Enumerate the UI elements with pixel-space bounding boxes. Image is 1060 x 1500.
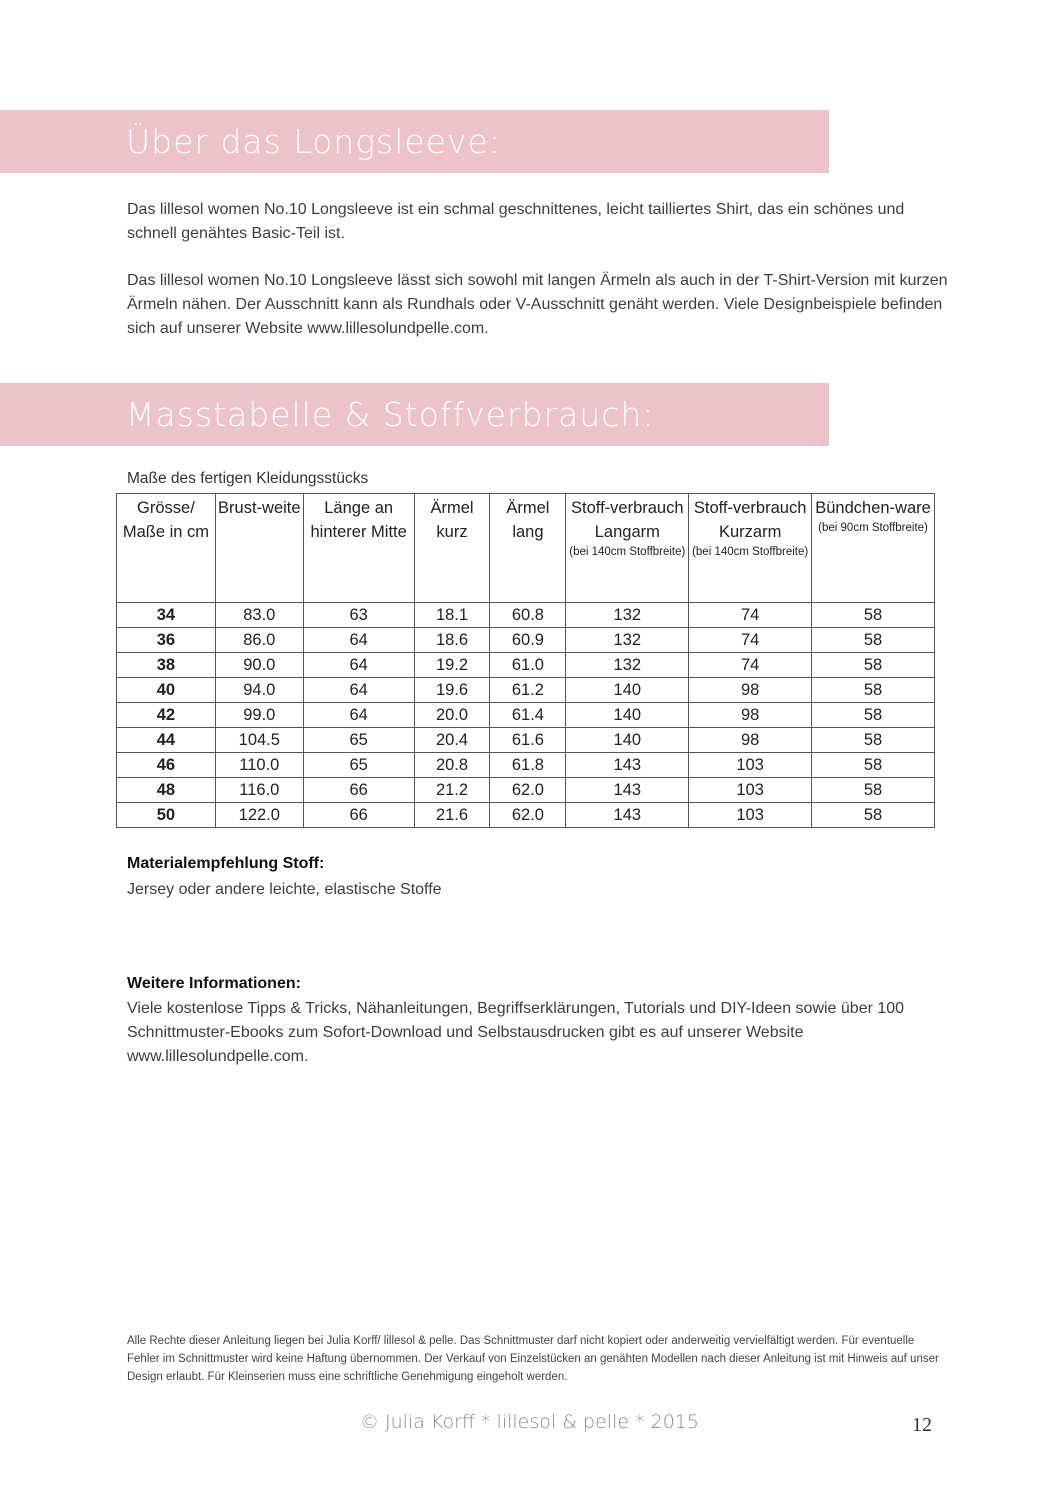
- table-row: [117, 803, 935, 828]
- table-cell: 103: [689, 753, 812, 778]
- table-cell: 98: [689, 703, 812, 728]
- section-title: Über das Longsleeve:: [126, 122, 501, 161]
- table-row: [117, 653, 935, 678]
- table-cell: 132: [566, 628, 689, 653]
- table-cell: 19.2: [414, 653, 490, 678]
- table-cell: 103: [689, 778, 812, 803]
- legal-notice: Alle Rechte dieser Anleitung liegen bei Julia Korff/ lillesol & pelle. Das Schnittmuster darf nicht kopiert oder anderweitig vervielfältigt werden. Für eventuelle Fehler im Schnittmuster wird keine Haftung übernommen. Der Verkauf von Einzelstücken an genähten Modellen nach dieser Anleitung ist mit Hinweis auf unser Design erlaubt. Für Kleinserien muss eine schriftliche Genehmigung eingeholt werden.: [127, 1335, 939, 1383]
- table-cell: 74: [689, 653, 812, 678]
- info-text: Viele kostenlose Tipps & Tricks, Nähanleitungen, Begriffserklärungen, Tutorials und DIY-Ideen sowie über 100 Schnittmuster-Ebooks zum Sofort-Download und Selbstausdrucken gibt es auf unserer Website www.lillesolundpelle.com.: [127, 1000, 905, 1065]
- table-cell: 58: [812, 653, 935, 678]
- table-cell: 20.8: [414, 753, 490, 778]
- table-cell: 60.8: [490, 603, 566, 628]
- table-cell: 62.0: [490, 778, 566, 803]
- table-row: [117, 628, 935, 653]
- table-header-row: [117, 494, 935, 603]
- info-heading: Weitere Informationen:: [127, 975, 301, 992]
- size-cell: 44: [117, 728, 216, 753]
- table-cell: 140: [566, 678, 689, 703]
- table-cell: 103: [689, 803, 812, 828]
- table-row: [117, 753, 935, 778]
- intro-paragraph: Das lillesol women No.10 Longsleeve ist ein schmal geschnittenes, leicht tailliertes Shirt, das ein schönes und schnell genähtes Basic-Teil ist.: [127, 201, 905, 242]
- table-row: [117, 703, 935, 728]
- table-cell: 21.2: [414, 778, 490, 803]
- table-cell: 143: [566, 778, 689, 803]
- table-cell: 20.4: [414, 728, 490, 753]
- size-cell: 38: [117, 653, 216, 678]
- table-cell: 21.6: [414, 803, 490, 828]
- table-cell: 61.4: [490, 703, 566, 728]
- table-cell: 99.0: [215, 703, 303, 728]
- table-caption: Maße des fertigen Kleidungsstücks: [127, 470, 369, 487]
- table-cell: 61.2: [490, 678, 566, 703]
- table-row: [117, 603, 935, 628]
- table-cell: 64: [303, 628, 414, 653]
- table-cell: 116.0: [215, 778, 303, 803]
- table-cell: 58: [812, 603, 935, 628]
- table-cell: 83.0: [215, 603, 303, 628]
- table-cell: 143: [566, 803, 689, 828]
- table-cell: 58: [812, 703, 935, 728]
- table-cell: 65: [303, 728, 414, 753]
- size-cell: 36: [117, 628, 216, 653]
- header-sleeve-short: Ärmel kurz: [414, 494, 490, 603]
- section-banner-longsleeve: [0, 110, 829, 173]
- table-row: [117, 778, 935, 803]
- table-cell: 110.0: [215, 753, 303, 778]
- size-cell: 42: [117, 703, 216, 728]
- table-cell: 62.0: [490, 803, 566, 828]
- size-cell: 50: [117, 803, 216, 828]
- table-cell: 58: [812, 728, 935, 753]
- size-cell: 48: [117, 778, 216, 803]
- section-title: Masstabelle & Stoffverbrauch:: [126, 395, 655, 434]
- table-cell: 132: [566, 653, 689, 678]
- material-heading: Materialempfehlung Stoff:: [127, 855, 325, 872]
- table-cell: 58: [812, 678, 935, 703]
- header-bust-width: Brust-weite: [215, 494, 303, 603]
- table-cell: 61.0: [490, 653, 566, 678]
- header-size: Grösse/ Maße in cm: [117, 494, 216, 603]
- size-cell: 34: [117, 603, 216, 628]
- table-cell: 64: [303, 678, 414, 703]
- table-row: [117, 678, 935, 703]
- table-cell: 143: [566, 753, 689, 778]
- size-table: [116, 493, 935, 828]
- table-cell: 58: [812, 753, 935, 778]
- table-cell: 58: [812, 778, 935, 803]
- table-cell: 18.1: [414, 603, 490, 628]
- table-cell: 64: [303, 703, 414, 728]
- header-sleeve-long: Ärmel lang: [490, 494, 566, 603]
- table-cell: 64: [303, 653, 414, 678]
- table-cell: 19.6: [414, 678, 490, 703]
- header-ribbing: Bündchen-ware (bei 90cm Stoffbreite): [812, 494, 935, 603]
- header-back-length: Länge an hinterer Mitte: [303, 494, 414, 603]
- table-cell: 90.0: [215, 653, 303, 678]
- table-cell: 65: [303, 753, 414, 778]
- table-cell: 74: [689, 628, 812, 653]
- table-cell: 94.0: [215, 678, 303, 703]
- description-paragraph: Das lillesol women No.10 Longsleeve lässt sich sowohl mit langen Ärmeln als auch in der T-Shirt-Version mit kurzen Ärmeln nähen. Der Ausschnitt kann als Rundhals oder V-Ausschnitt genäht werden. Viele Designbeispiele befinden sich auf unserer Website www.lillesolundpelle.com.: [127, 272, 948, 337]
- size-cell: 46: [117, 753, 216, 778]
- footer-credit: © Julia Korff * lillesol & pelle * 2015: [360, 1411, 699, 1433]
- page-number: 12: [912, 1414, 932, 1436]
- header-fabric-short-sleeve: Stoff-verbrauch Kurzarm (bei 140cm Stoffbreite): [689, 494, 812, 603]
- table-row: [117, 728, 935, 753]
- table-cell: 61.8: [490, 753, 566, 778]
- header-fabric-long-sleeve: Stoff-verbrauch Langarm (bei 140cm Stoffbreite): [566, 494, 689, 603]
- table-cell: 66: [303, 778, 414, 803]
- table-cell: 98: [689, 678, 812, 703]
- table-cell: 140: [566, 728, 689, 753]
- material-text: Jersey oder andere leichte, elastische Stoffe: [127, 881, 442, 898]
- table-cell: 58: [812, 628, 935, 653]
- table-cell: 20.0: [414, 703, 490, 728]
- table-cell: 98: [689, 728, 812, 753]
- table-cell: 74: [689, 603, 812, 628]
- table-cell: 104.5: [215, 728, 303, 753]
- table-cell: 122.0: [215, 803, 303, 828]
- table-cell: 63: [303, 603, 414, 628]
- table-cell: 60.9: [490, 628, 566, 653]
- table-cell: 140: [566, 703, 689, 728]
- table-cell: 86.0: [215, 628, 303, 653]
- table-cell: 132: [566, 603, 689, 628]
- size-cell: 40: [117, 678, 216, 703]
- section-banner-size-chart: [0, 383, 829, 446]
- table-cell: 18.6: [414, 628, 490, 653]
- table-cell: 58: [812, 803, 935, 828]
- table-cell: 66: [303, 803, 414, 828]
- table-cell: 61.6: [490, 728, 566, 753]
